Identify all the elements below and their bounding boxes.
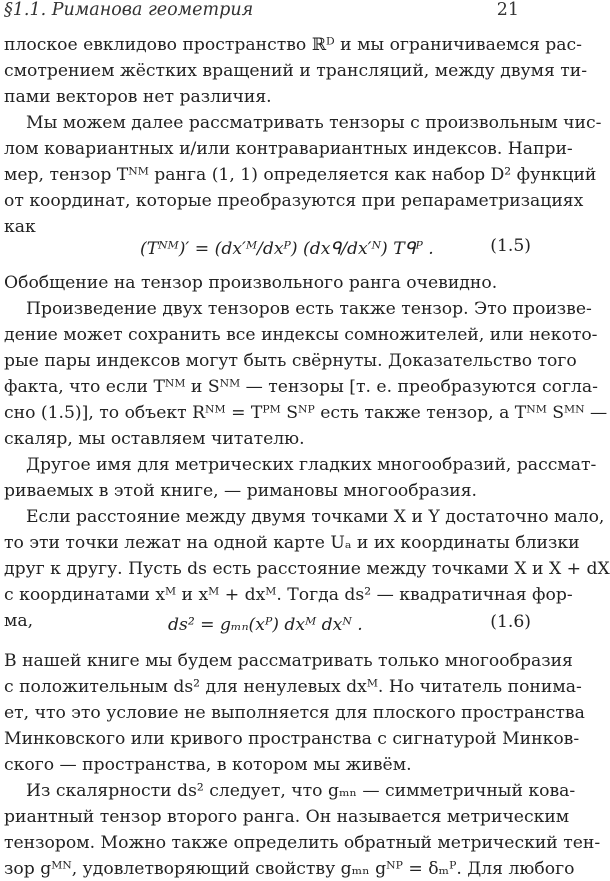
text-line: рые пары индексов могут быть свёрнуты. Доказательство того (4, 351, 577, 371)
text-line: плоское евклидово пространство ℝᴰ и мы ограничиваемся рас- (4, 35, 582, 55)
text-line: как (4, 217, 36, 237)
text-line: смотрением жёстких вращений и трансляций, между двумя ти- (4, 61, 588, 81)
text-line: пами векторов нет различия. (4, 87, 272, 107)
text-line: риантный тензор второго ранга. Он называется метрическим (4, 807, 570, 827)
text-line: Мы можем далее рассматривать тензоры с произвольным чис- (26, 113, 602, 133)
running-header (4, 0, 519, 24)
text-line: с координатами xᴹ и xᴹ + dxᴹ. Тогда ds² — квадратичная фор- (4, 585, 573, 605)
text-line: ма, (4, 611, 34, 631)
text-line: Если расстояние между двумя точками X и Y достаточно мало, (26, 507, 605, 527)
text-line: ет, что это условие не выполняется для плоского пространства (4, 703, 585, 723)
text-line: дение может сохранить все индексы сомножителей, или некото- (4, 325, 598, 345)
page-number: 21 (496, 0, 519, 20)
text-line: скаляр, мы оставляем читателю. (4, 429, 305, 449)
text-line: риваемых в этой книге, — римановы многообразия. (4, 481, 478, 501)
text-line: то эти точки лежат на одной карте Uₐ и их координаты близки (4, 533, 580, 553)
text-line: В нашей книге мы будем рассматривать только многообразия (4, 651, 573, 671)
text-line: факта, что если Tᴺᴹ и Sᴺᴹ — тензоры [т. е. преобразуются согла- (4, 377, 598, 397)
text-line: друг к другу. Пусть ds есть расстояние между точками X и X + dX (4, 559, 610, 579)
text-line: Обобщение на тензор произвольного ранга очевидно. (4, 273, 498, 293)
text-line: Из скалярности ds² следует, что gₘₙ — симметричный кова- (26, 781, 576, 801)
equation-number: (1.5) (490, 236, 531, 256)
text-line: Другое имя для метрических гладких многообразий, рассмат- (26, 455, 597, 475)
text-line: мер, тензор Tᴺᴹ ранга (1, 1) определяется как набор D² функций (4, 165, 597, 185)
text-line: Произведение двух тензоров есть также тензор. Это произве- (26, 299, 592, 319)
text-line: от координат, которые преобразуются при репараметризациях (4, 191, 584, 211)
text-line: лом ковариантных и/или контравариантных индексов. Напри- (4, 139, 573, 159)
equation-number: (1.6) (490, 612, 531, 632)
text-line: ского — пространства, в котором мы живём. (4, 755, 412, 775)
text-line: с положительным ds² для ненулевых dxᴹ. Но читатель понима- (4, 677, 582, 697)
equation-1-5: (Tᴺᴹ)′ = (dx′ᴹ/dxᴾ) (dxᑫ/dx′ᴺ) Tᑫᴾ . (140, 239, 434, 259)
text-line: тензором. Можно также определить обратный метрический тен- (4, 833, 601, 853)
equation-1-6: ds² = gₘₙ(xᴾ) dxᴹ dxᴺ . (168, 615, 363, 635)
text-line: Минковского или кривого пространства с сигнатурой Минков- (4, 729, 580, 749)
text-line: сно (1.5)], то объект Rᴺᴹ = Tᴾᴹ Sᴺᴾ есть также тензор, а Tᴺᴹ Sᴹᴺ — (4, 403, 608, 423)
section-title: §1.1. Римановa геометрия (4, 0, 254, 20)
text-line: зор gᴹᴺ, удовлетворяющий свойству gₘₙ gᴺᴾ = δₘᴾ. Для любого (4, 859, 575, 879)
